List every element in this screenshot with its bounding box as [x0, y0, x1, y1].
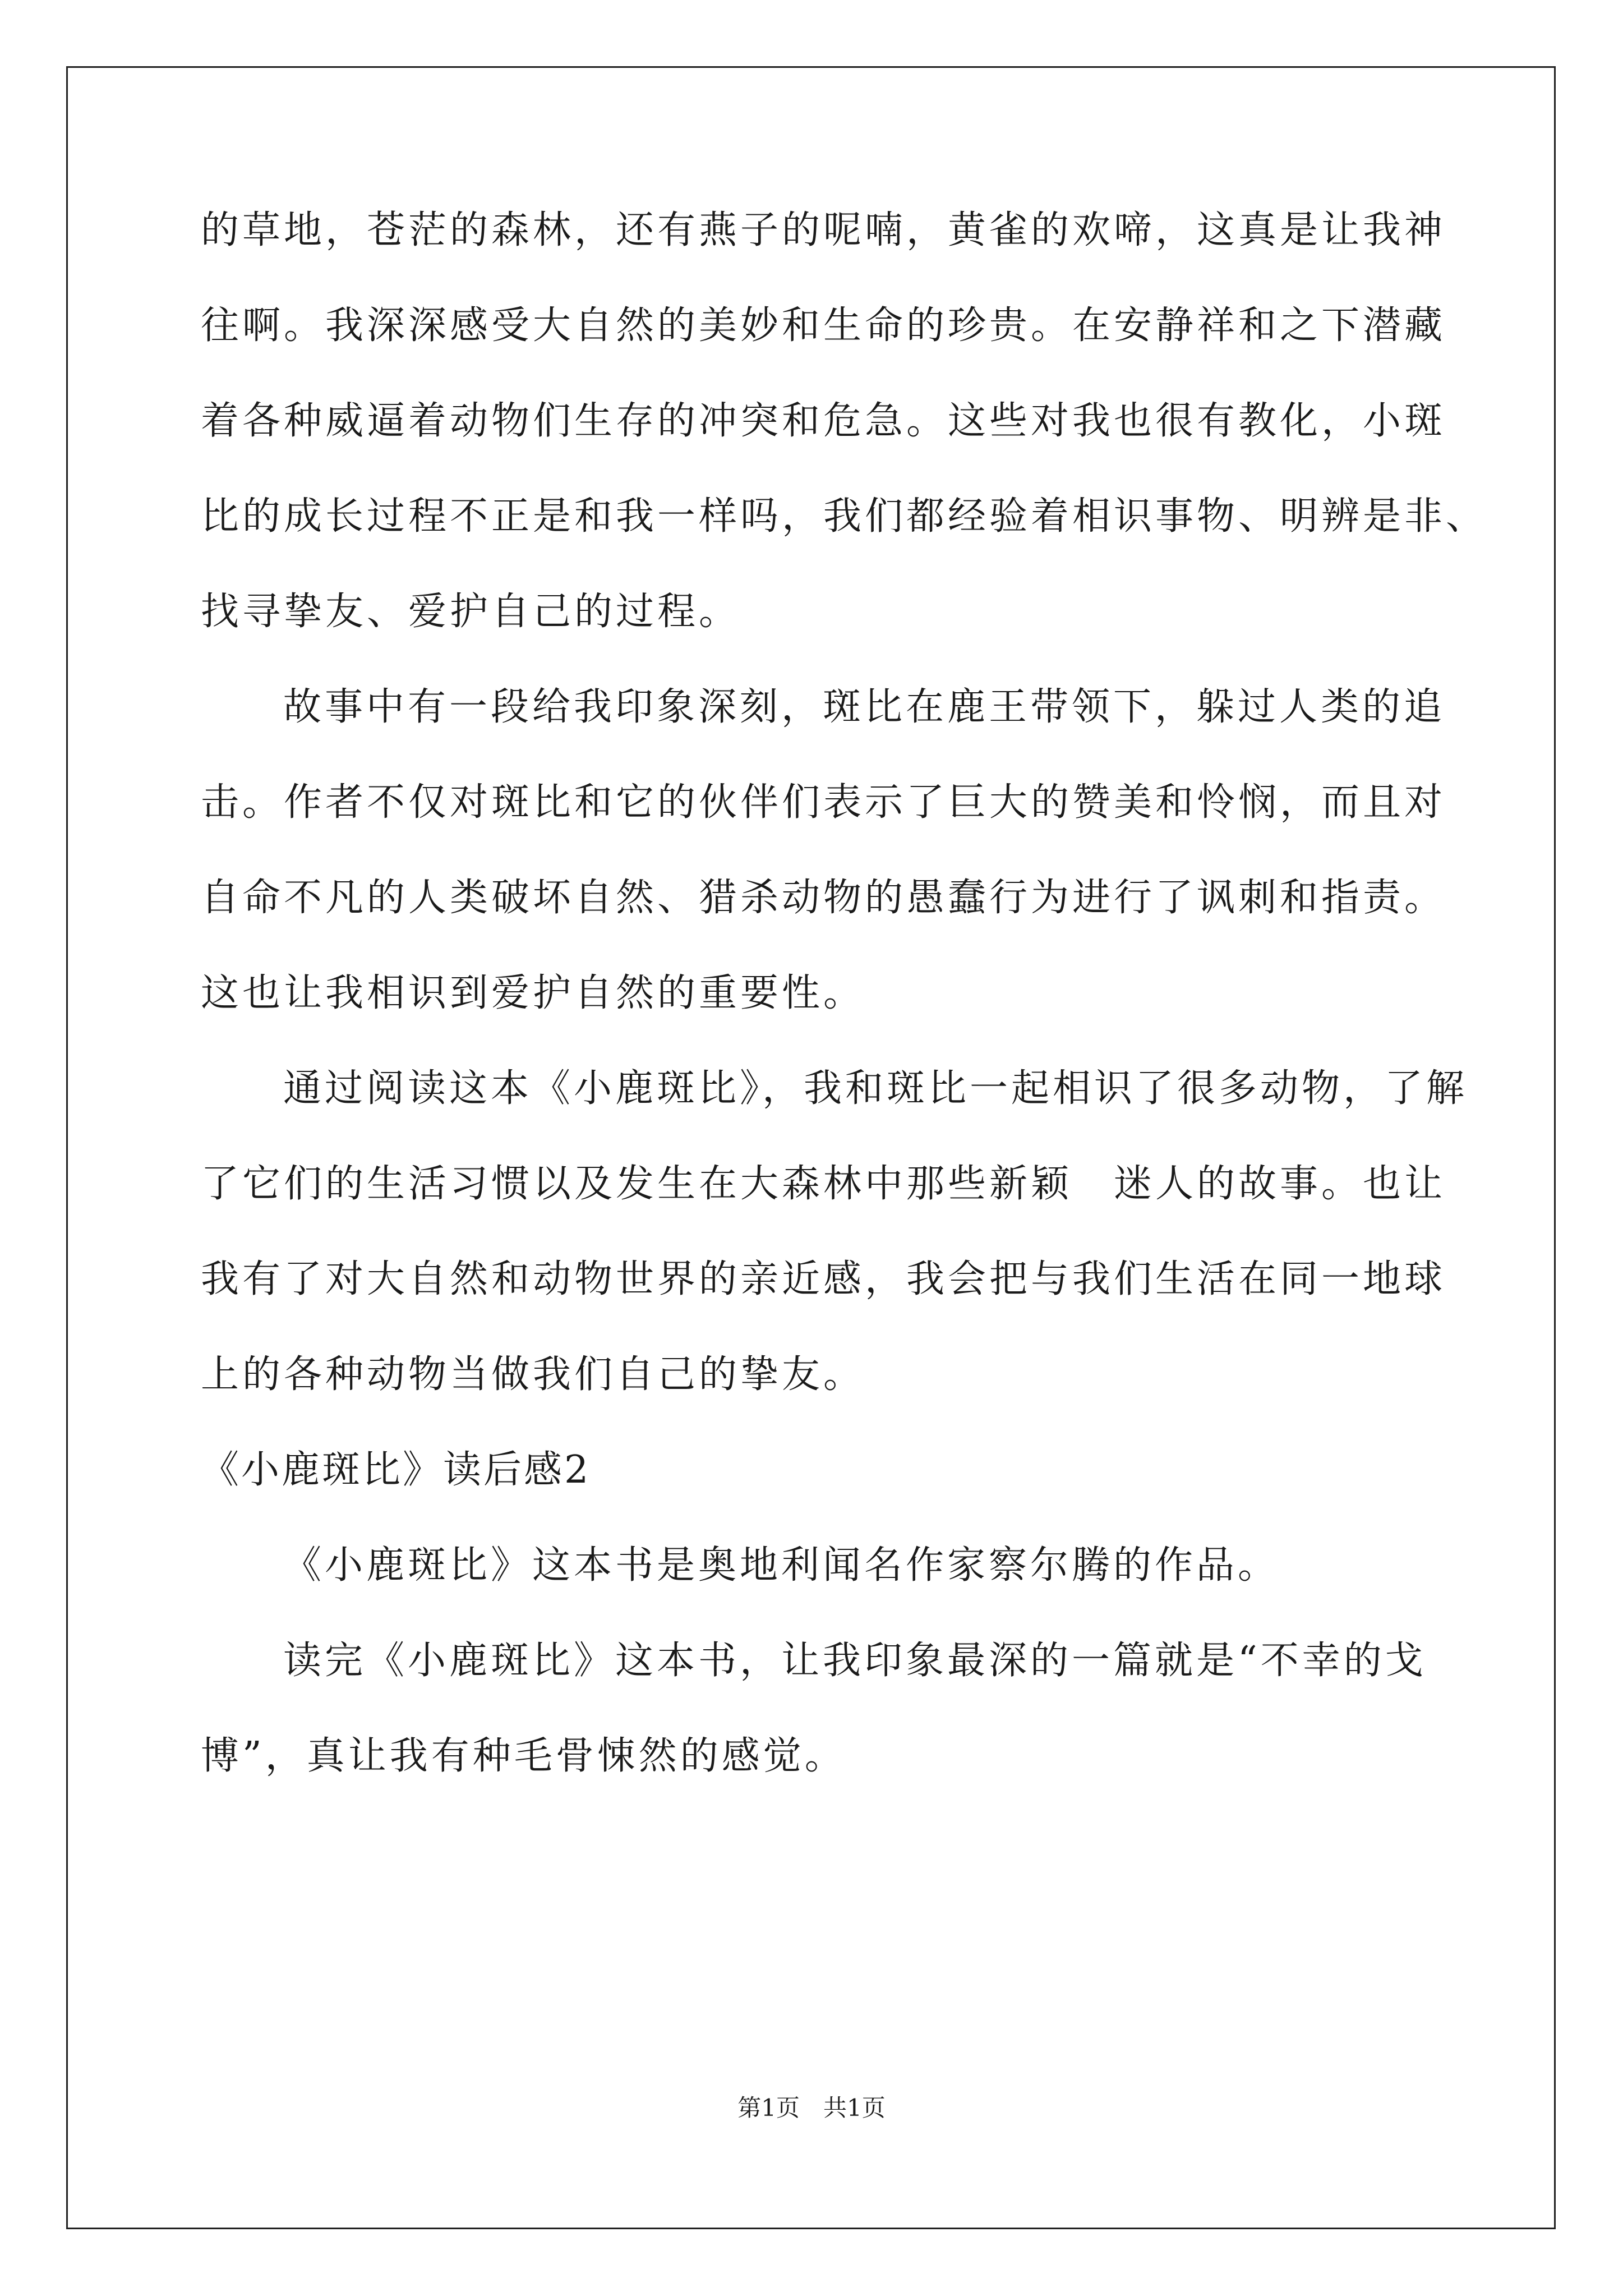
paragraph-line: 比的成长过程不正是和我一样吗，我们都经验着相识事物、明辨是非、	[201, 494, 1488, 539]
paragraph-line: 自命不凡的人类破坏自然、猎杀动物的愚蠢行为进行了讽刺和指责。	[201, 876, 1446, 920]
paragraph-line: 故事中有一段给我印象深刻，斑比在鹿王带领下，躲过人类的追	[283, 685, 1446, 729]
section-heading: 《小鹿斑比》读后感2	[201, 1448, 591, 1492]
paragraph-line: 上的各种动物当做我们自己的挚友。	[201, 1352, 865, 1397]
paragraph-line: 读完《小鹿斑比》这本书，让我印象最深的一篇就是“不幸的戈	[283, 1639, 1427, 1683]
paragraph-line: 这也让我相识到爱护自然的重要性。	[201, 971, 865, 1015]
paragraph-line: 的草地，苍茫的森林，还有燕子的呢喃，黄雀的欢啼，这真是让我神	[201, 208, 1446, 252]
paragraph-line: 找寻挚友、爱护自己的过程。	[201, 590, 741, 634]
page-border	[66, 66, 1556, 2229]
paragraph-line: 往啊。我深深感受大自然的美妙和生命的珍贵。在安静祥和之下潜藏	[201, 303, 1446, 348]
paragraph-line: 了它们的生活习惯以及发生在大森林中那些新颖 迷人的故事。也让	[201, 1162, 1446, 1206]
paragraph-line: 着各种威逼着动物们生存的冲突和危急。这些对我也很有教化，小斑	[201, 399, 1446, 443]
paragraph-line: 我有了对大自然和动物世界的亲近感，我会把与我们生活在同一地球	[201, 1257, 1446, 1301]
paragraph-line: 通过阅读这本《小鹿斑比》，我和斑比一起相识了很多动物，了解	[283, 1066, 1468, 1111]
paragraph-line: 博”，真让我有种毛骨悚然的感觉。	[201, 1734, 846, 1778]
paragraph-line: 《小鹿斑比》这本书是奥地利闻名作家察尔腾的作品。	[283, 1543, 1280, 1588]
paragraph-line: 击。作者不仅对斑比和它的伙伴们表示了巨大的赞美和怜悯，而且对	[201, 780, 1446, 825]
page-footer: 第1页 共1页	[737, 2094, 886, 2122]
